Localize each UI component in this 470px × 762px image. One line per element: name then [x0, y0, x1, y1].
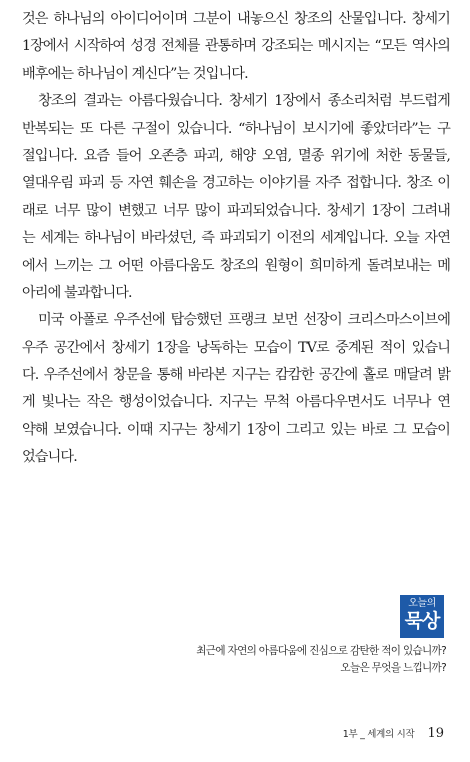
text-line: 미국 아폴로 우주선에 탑승했던 프랭크 보먼 선장이 크리스마스이브에	[38, 312, 450, 329]
text-line: 반복되는 또 다른 구절이 있습니다. “하나님이 보시기에 좋았더라”는 구	[22, 120, 450, 137]
page-footer	[343, 726, 444, 741]
footer-section-title: 1부 _ 세계의 시작	[342, 729, 415, 740]
meditation-label-top: 오늘의	[408, 598, 436, 609]
daily-meditation-badge	[400, 595, 444, 638]
text-line: 었습니다.	[22, 449, 77, 466]
text-line: 게 빛나는 작은 행성이었습니다. 지구는 무척 아름다우면서도 너무나 연	[22, 394, 450, 411]
text-line: 는 세계는 하나님이 바라셨던, 즉 파괴되기 이전의 세계입니다. 오늘 자연	[22, 230, 450, 247]
text-line: 우주 공간에서 창세기 1장을 낭독하는 모습이 TV로 중계된 적이 있습니	[22, 339, 450, 356]
text-line: 1장에서 시작하여 성경 전체를 관통하며 강조되는 메시지는 “모든 역사의	[22, 38, 450, 55]
text-line: 아리에 불과합니다.	[22, 284, 132, 301]
meditation-question: 최근에 자연의 아름다움에 진심으로 감탄한 적이 있습니까?	[196, 645, 446, 657]
text-line: 절입니다. 요즘 들어 오존층 파괴, 해양 오염, 멸종 위기에 처한 동물들,	[22, 147, 450, 164]
text-line: 것은 하나님의 아이디어이며 그분이 내놓으신 창조의 산물입니다. 창세기	[22, 11, 450, 27]
meditation-question: 오늘은 무엇을 느낍니까?	[340, 662, 446, 674]
meditation-questions	[196, 643, 446, 677]
meditation-label-main: 묵상	[404, 610, 440, 632]
text-line: 창조의 결과는 아름다웠습니다. 창세기 1장에서 종소리처럼 부드럽게	[38, 93, 450, 110]
text-line: 약해 보였습니다. 이때 지구는 창세기 1장이 그리고 있는 바로 그 모습이	[22, 421, 450, 438]
text-line: 래로 너무 많이 변했고 너무 많이 파괴되었습니다. 창세기 1장이 그려내	[22, 202, 450, 219]
text-line: 배후에는 하나님이 계신다”는 것입니다.	[22, 65, 248, 82]
body-text	[22, 6, 450, 472]
text-line: 다. 우주선에서 창문을 통해 바라본 지구는 캄캄한 공간에 홀로 매달려 밝	[22, 367, 450, 384]
page-number: 19	[427, 726, 444, 741]
text-line: 에서 느끼는 그 어떤 아름다움도 창조의 원형이 희미하게 돌려보내는 메	[22, 257, 450, 274]
text-line: 열대우림 파괴 등 자연 훼손을 경고하는 이야기를 자주 접합니다. 창조 이	[22, 175, 450, 192]
